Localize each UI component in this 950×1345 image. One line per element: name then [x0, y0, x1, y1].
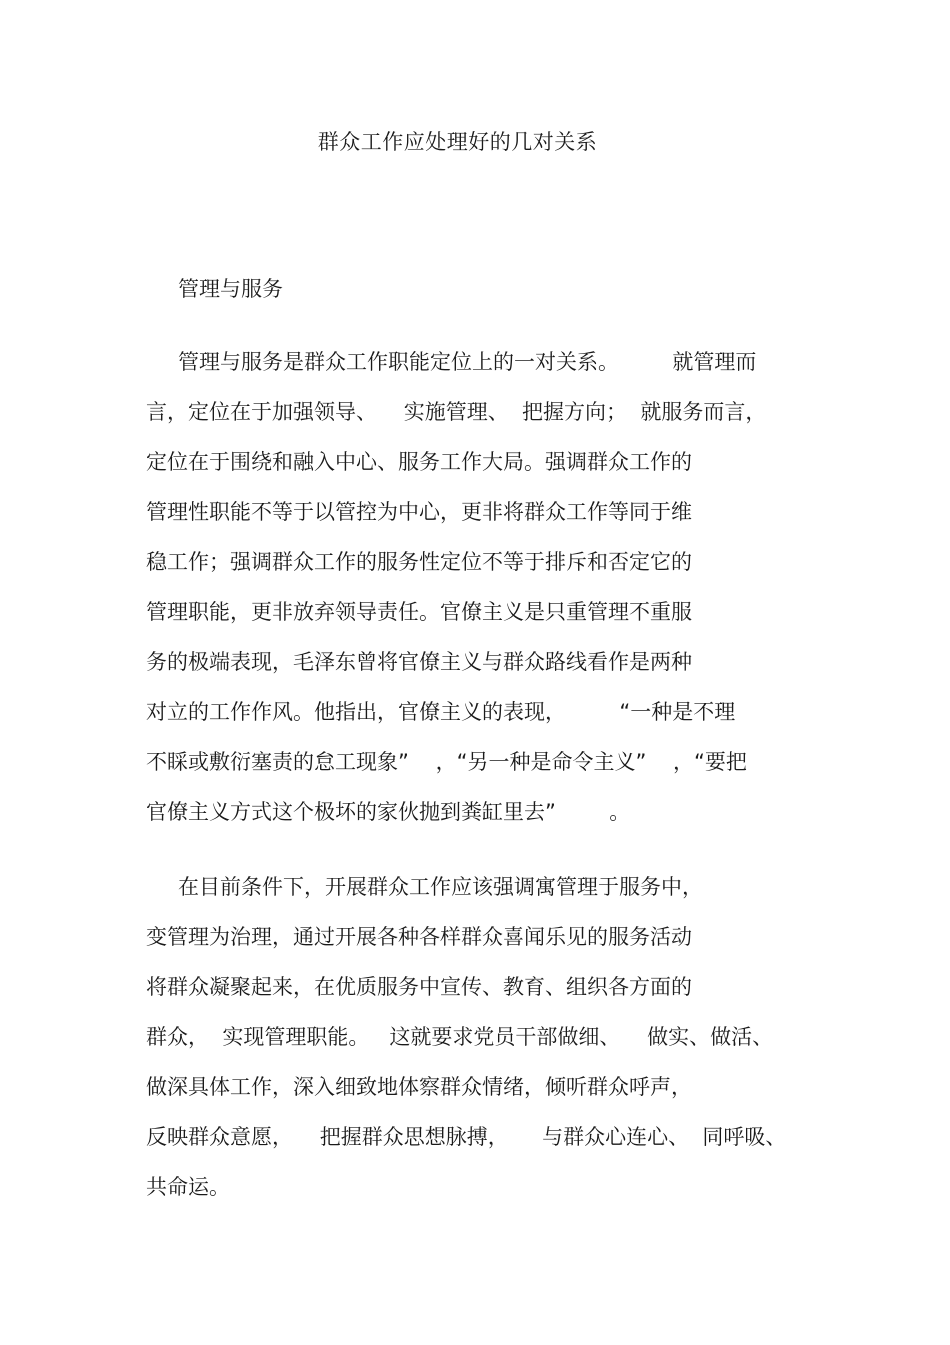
- paragraph-management-service: [146, 347, 806, 847]
- paragraph-line: 反映群众意愿， 把握群众思想脉搏， 与群众心连心、 同呼吸、: [146, 1125, 787, 1149]
- paragraph-line: 共命运。: [146, 1175, 230, 1199]
- paragraph-line: 言，定位在于加强领导、 实施管理、 把握方向； 就服务而言，: [146, 400, 767, 424]
- paragraph-line: 稳工作；强调群众工作的服务性定位不等于排斥和否定它的: [146, 550, 692, 574]
- document-title: 群众工作应处理好的几对关系: [317, 130, 598, 154]
- paragraph-line: 将群众凝聚起来，在优质服务中宣传、教育、组织各方面的: [146, 975, 692, 999]
- paragraph-line: 定位在于围绕和融入中心、服务工作大局。强调群众工作的: [146, 450, 692, 474]
- paragraph-line: 务的极端表现，毛泽东曾将官僚主义与群众路线看作是两种: [146, 650, 692, 674]
- paragraph-line: 做深具体工作，深入细致地体察群众情绪，倾听群众呼声，: [146, 1075, 692, 1099]
- paragraph-line: 管理与服务是群众工作职能定位上的一对关系。 就管理而: [178, 350, 757, 374]
- paragraph-current-conditions: [146, 872, 806, 1222]
- paragraph-line: 对立的工作作风。他指出，官僚主义的表现， “一种是不理: [146, 700, 736, 724]
- paragraph-line: 群众， 实现管理职能。 这就要求党员干部做细、 做实、做活、: [146, 1025, 774, 1049]
- paragraph-line: 不睬或敷衍塞责的怠工现象” ，“另一种是命令主义” ，“要把: [146, 750, 747, 774]
- paragraph-line: 管理职能，更非放弃领导责任。官僚主义是只重管理不重服: [146, 600, 692, 624]
- paragraph-line: 变管理为治理，通过开展各种各样群众喜闻乐见的服务活动: [146, 925, 692, 949]
- section-heading: 管理与服务: [178, 277, 283, 301]
- paragraph-line: 在目前条件下，开展群众工作应该强调寓管理于服务中，: [178, 875, 703, 899]
- paragraph-line: 官僚主义方式这个极坏的家伙抛到粪缸里去” 。: [146, 800, 631, 824]
- paragraph-line: 管理性职能不等于以管控为中心，更非将群众工作等同于维: [146, 500, 692, 524]
